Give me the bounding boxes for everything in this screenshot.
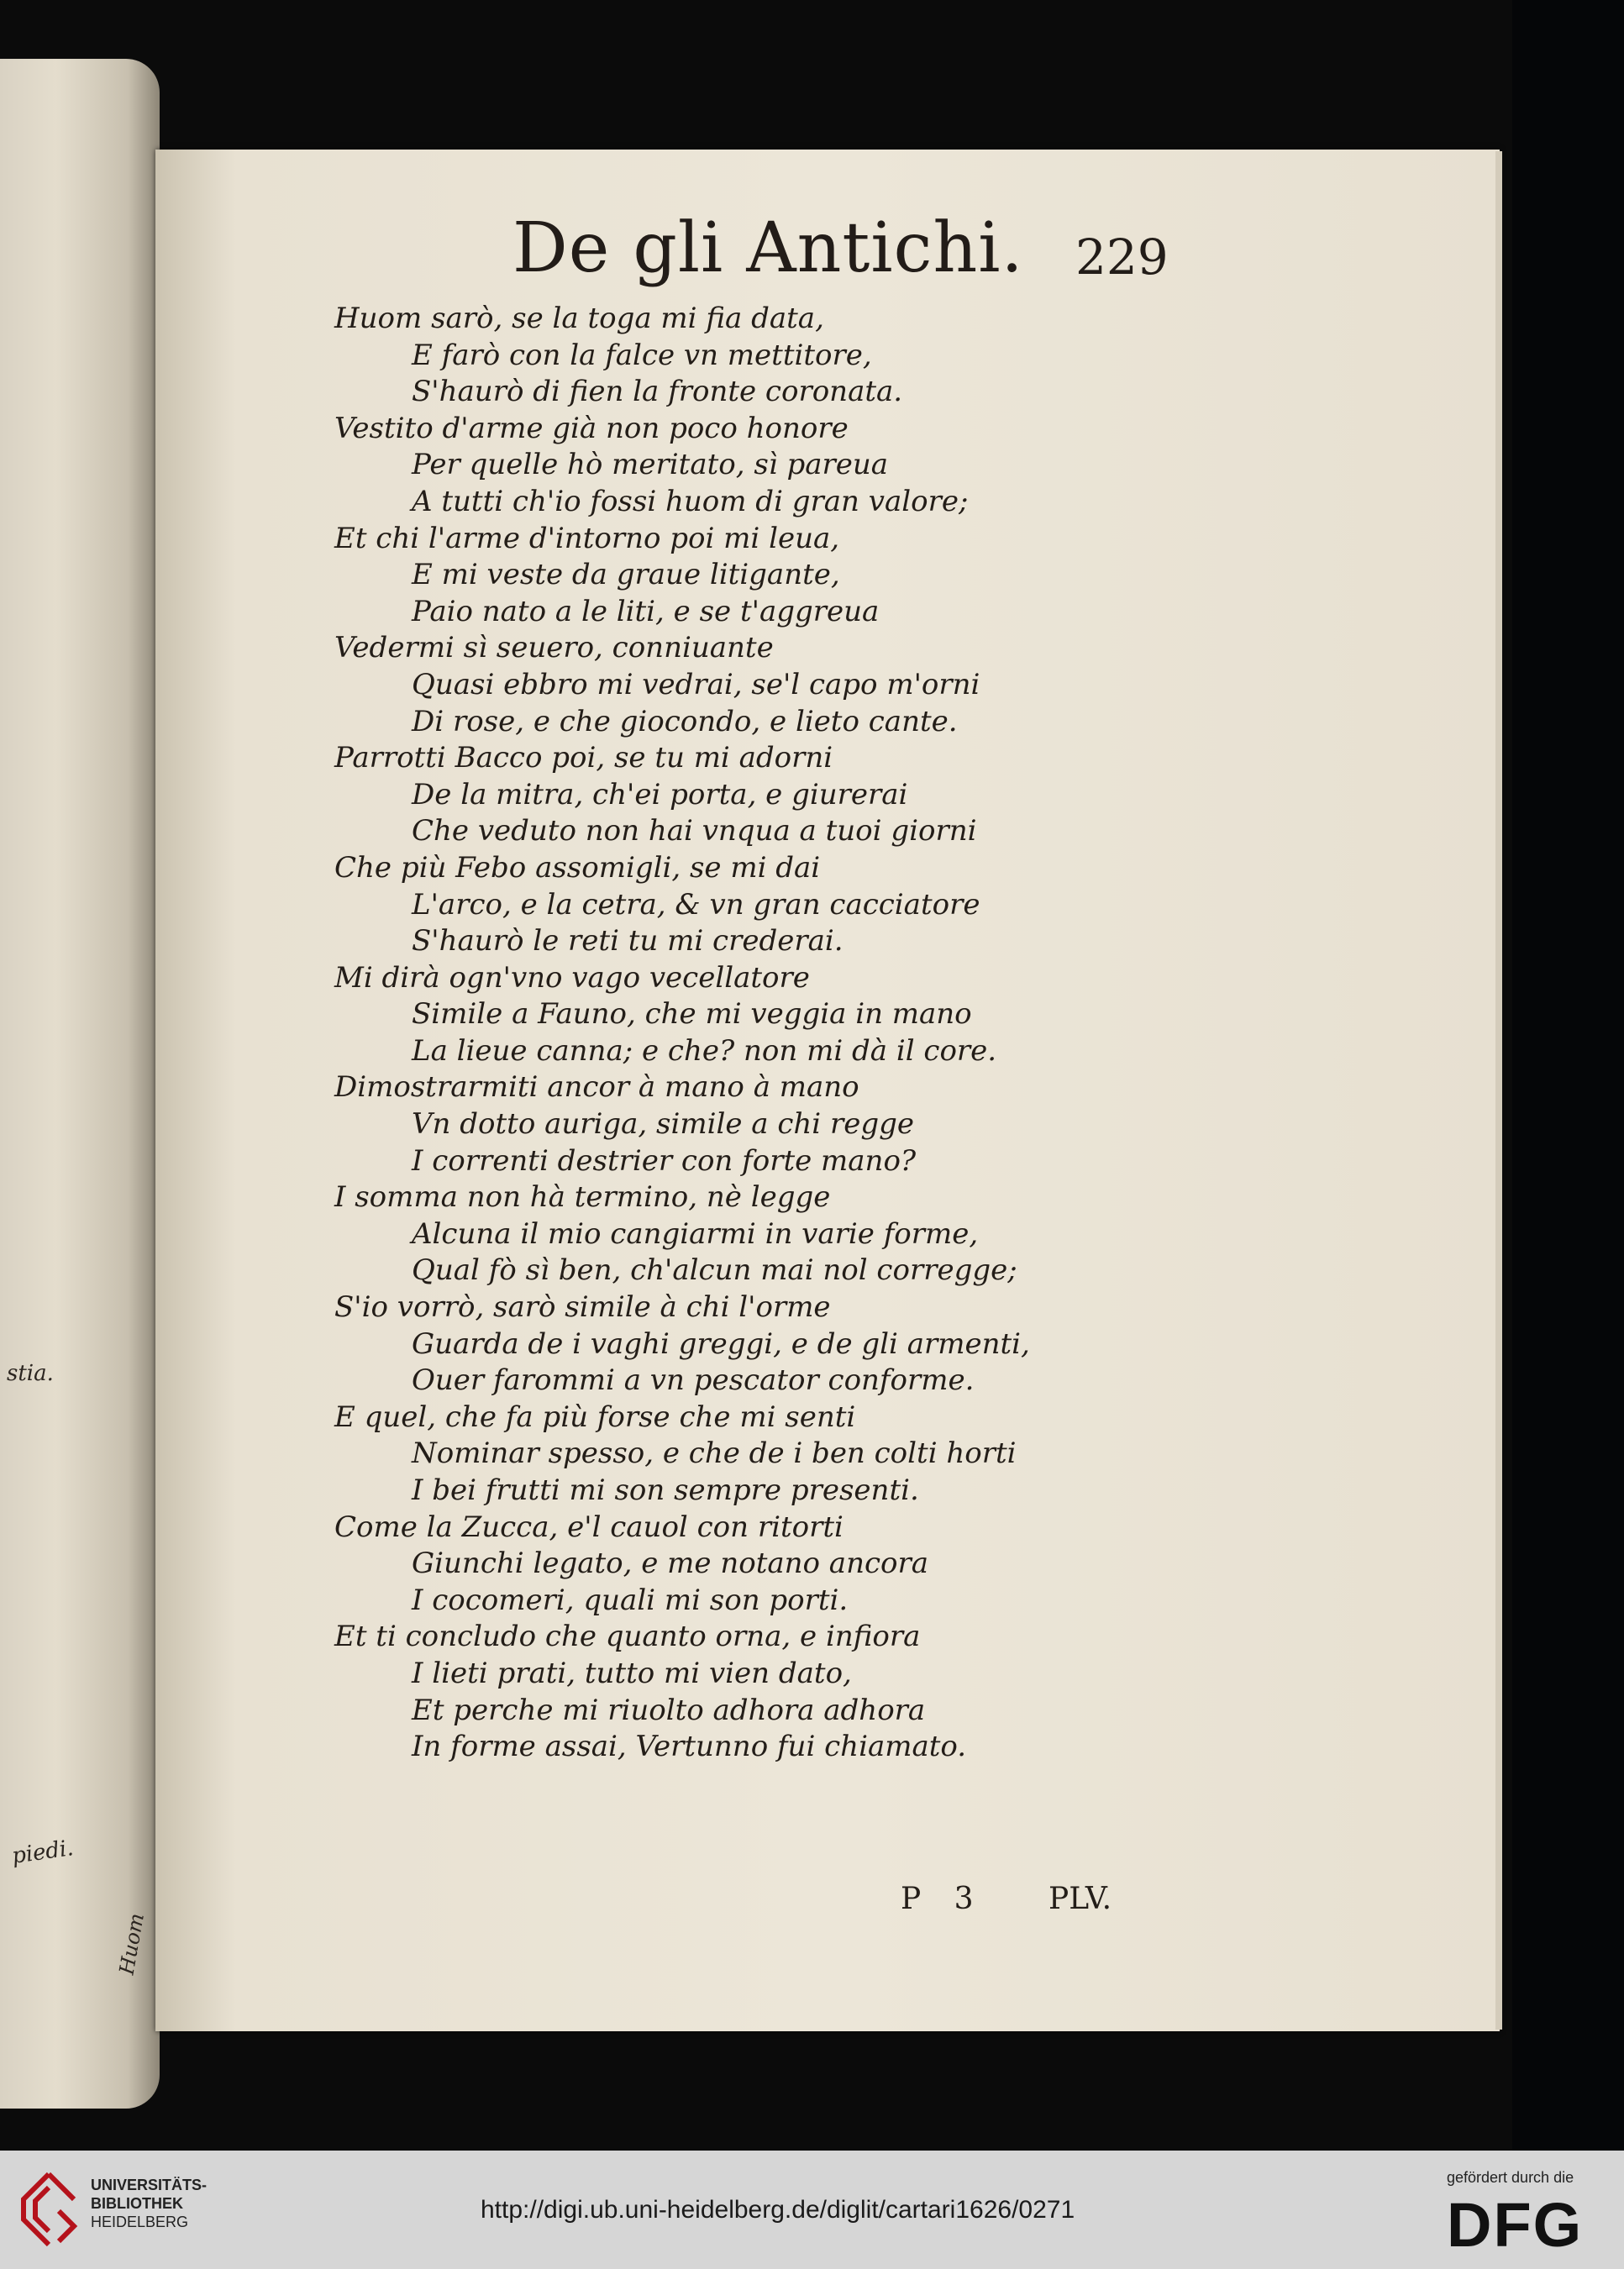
- page-number: 229: [1075, 228, 1169, 286]
- poem-line: Paio nato a le liti, e se t'aggreua: [412, 594, 880, 628]
- library-name-line: HEIDELBERG: [91, 2214, 189, 2230]
- poem-line: Vn dotto auriga, simile a chi regge: [412, 1107, 915, 1142]
- poem-line: Et ti concludo che quanto orna, e infiora: [334, 1620, 921, 1654]
- library-name[interactable]: [91, 2176, 207, 2231]
- poem-line: La lieue canna; e che? non mi dà il core.: [412, 1033, 997, 1068]
- viewer-footer: [0, 2151, 1624, 2269]
- margin-note: stia.: [7, 1361, 54, 1386]
- university-library-logo-icon[interactable]: [17, 2167, 81, 2251]
- running-head: De gli Antichi.: [512, 208, 1024, 288]
- poem-line: Che veduto non hai vnqua a tuoi giorni: [412, 814, 977, 848]
- page-url-link[interactable]: http://digi.ub.uni-heidelberg.de/diglit/cartari1626/0271: [481, 2196, 1075, 2224]
- poem-line: E mi veste da graue litigante,: [412, 558, 840, 592]
- margin-note: piedi.: [10, 1836, 76, 1869]
- signature-mark: P 3: [901, 1882, 974, 1916]
- poem-line: Vestito d'arme già non poco honore: [334, 411, 849, 445]
- poem-text: [334, 301, 1091, 1766]
- poem-line: I somma non hà termino, nè legge: [334, 1180, 831, 1215]
- dfg-logo-icon[interactable]: [1447, 2194, 1606, 2253]
- funding-note: gefördert durch die: [1447, 2169, 1574, 2186]
- poem-line: Et perche mi riuolto adhora adhora: [412, 1693, 926, 1727]
- poem-line: Come la Zucca, e'l cauol con ritorti: [334, 1510, 844, 1544]
- poem-line: Vedermi sì seuero, conniuante: [334, 631, 774, 665]
- poem-line: E farò con la falce vn mettitore,: [412, 338, 872, 372]
- library-name-line: BIBLIOTHEK: [91, 2195, 183, 2212]
- poem-line: Di rose, e che giocondo, e lieto cante.: [412, 704, 958, 738]
- poem-line: E quel, che fa più forse che mi senti: [334, 1400, 856, 1434]
- poem-line: Alcuna il mio cangiarmi in varie forme,: [412, 1216, 979, 1251]
- library-name-line: UNIVERSITÄTS-: [91, 2177, 208, 2193]
- poem-line: Dimostrarmiti ancor à mano à mano: [334, 1070, 859, 1105]
- poem-line: A tutti ch'io fossi huom di gran valore;: [412, 484, 969, 518]
- poem-line: De la mitra, ch'ei porta, e giurerai: [412, 777, 908, 811]
- previous-page-edge: [0, 59, 160, 2109]
- scan-background-strip: [1512, 0, 1624, 2151]
- poem-line: Quasi ebbro mi vedrai, se'l capo m'orni: [412, 667, 980, 701]
- poem-line: Qual fò sì ben, ch'alcun mai nol corregge;: [412, 1253, 1017, 1288]
- poem-line: Giunchi legato, e me notano ancora: [412, 1547, 929, 1581]
- poem-line: Per quelle hò meritato, sì pareua: [412, 448, 889, 482]
- poem-line: Che più Febo assomigli, se mi dai: [334, 850, 821, 885]
- poem-line: Et chi l'arme d'intorno poi mi leua,: [334, 521, 840, 555]
- poem-line: In forme assai, Vertunno fui chiamato.: [412, 1730, 967, 1764]
- poem-line: Nominar spesso, e che de i ben colti horti: [412, 1437, 1017, 1471]
- poem-line: Parrotti Bacco poi, se tu mi adorni: [334, 741, 833, 775]
- poem-line: I lieti prati, tutto mi vien dato,: [412, 1656, 852, 1690]
- poem-line: Huom sarò, se la toga mi fia data,: [334, 302, 824, 335]
- margin-note: Huom: [114, 1911, 149, 1977]
- poem-line: I bei frutti mi son sempre presenti.: [412, 1473, 919, 1507]
- catchword: PLV.: [1049, 1882, 1112, 1916]
- poem-line: S'io vorrò, sarò simile à chi l'orme: [334, 1290, 831, 1325]
- poem-line: Ouer farommi a vn pescator conforme.: [412, 1363, 975, 1398]
- poem-line: Guarda de i vaghi greggi, e de gli armenti,: [412, 1326, 1030, 1361]
- poem-line: Simile a Fauno, che mi veggia in mano: [412, 997, 972, 1032]
- page-edge: [1495, 151, 1502, 2030]
- dfg-logo-text: DFG: [1447, 2194, 1584, 2253]
- poem-line: I cocomeri, quali mi son porti.: [412, 1583, 849, 1617]
- poem-line: S'haurò le reti tu mi crederai.: [412, 924, 844, 959]
- poem-line: I correnti destrier con forte mano?: [412, 1143, 917, 1178]
- poem-line: Mi dirà ogn'vno vago vecellatore: [334, 960, 810, 995]
- poem-line: L'arco, e la cetra, & vn gran cacciatore: [412, 887, 980, 922]
- poem-line: S'haurò di fien la fronte coronata.: [412, 375, 903, 409]
